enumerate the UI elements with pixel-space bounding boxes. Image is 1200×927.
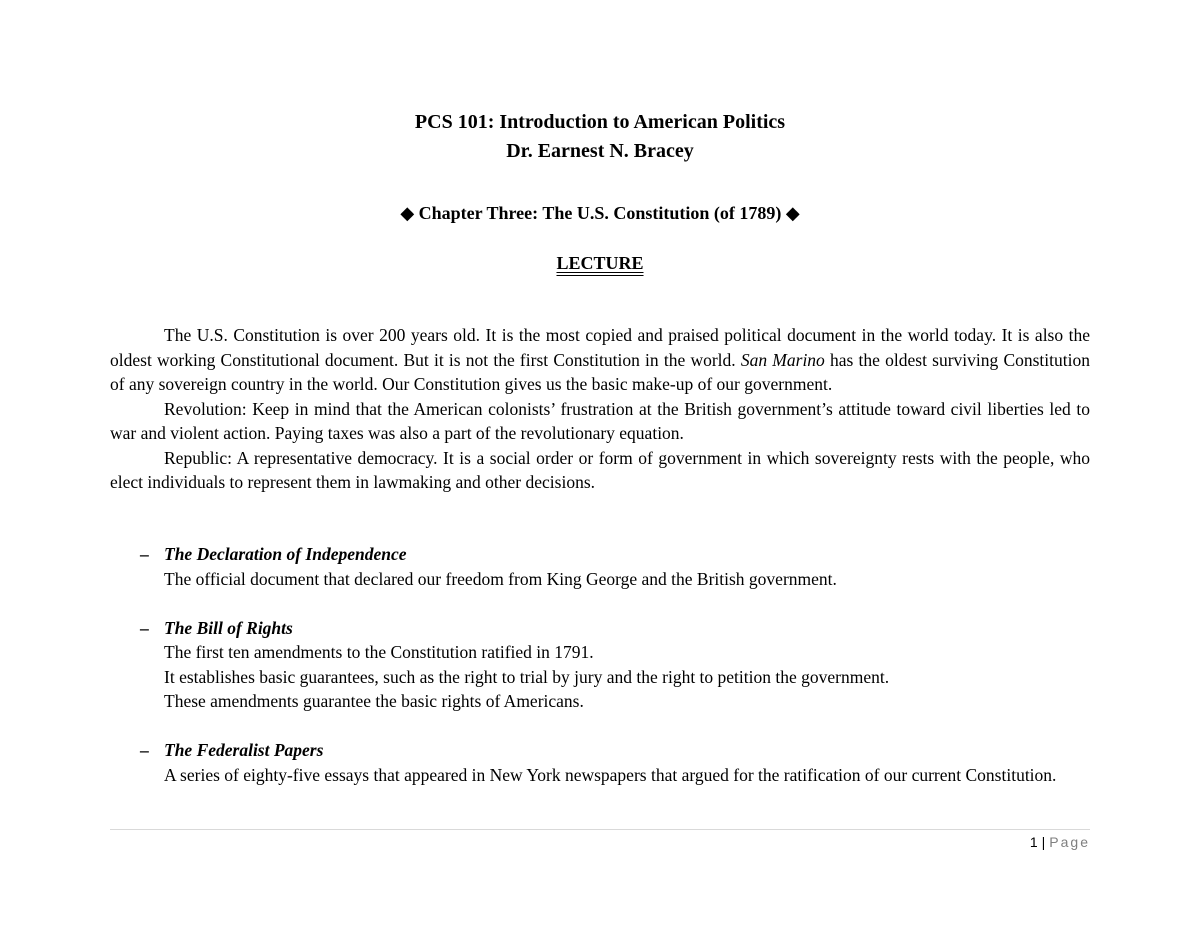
- section-line: It establishes basic guarantees, such as the right to trial by jury and the right to petition the government.: [164, 666, 890, 687]
- dash-bullet: –: [140, 544, 149, 564]
- section-line: These amendments guarantee the basic rights of Americans.: [164, 691, 584, 711]
- chapter-title: ◆ Chapter Three: The U.S. Constitution (of 1789) ◆: [400, 203, 800, 223]
- list-item: [110, 542, 1090, 591]
- instructor-name: Dr. Earnest N. Bracey: [506, 140, 694, 162]
- footer-divider: [110, 829, 1090, 830]
- document-header: [110, 108, 1090, 166]
- section-title: The Federalist Papers: [164, 740, 324, 760]
- section-line: The first ten amendments to the Constitution ratified in 1791.: [164, 642, 594, 662]
- page-label: Page: [1049, 834, 1090, 850]
- paragraph-text: has the oldest surviving Constitution of any sovereign country in the world. Our Constitution gives us the basic make-up of our government.: [110, 349, 1090, 394]
- dash-bullet: –: [140, 740, 149, 760]
- section-line: A series of eighty-five essays that appeared in New York newspapers that argued for the ratification of our current Constitution.: [164, 764, 1057, 785]
- section-line: The official document that declared our freedom from King George and the British government.: [164, 568, 837, 589]
- lecture-body: [110, 323, 1090, 495]
- list-item: [110, 616, 1090, 714]
- dash-bullet: –: [140, 617, 149, 638]
- section-title: The Bill of Rights: [164, 617, 293, 638]
- page-footer: [110, 834, 1090, 850]
- lecture-heading: LECTURE: [556, 253, 644, 273]
- paragraph-italic-term: San Marino: [740, 349, 825, 370]
- list-item: [110, 738, 1090, 787]
- footer-separator: |: [1041, 834, 1046, 850]
- paragraph-text: The U.S. Constitution is over 200 years old. It is the most copied and praised political document in the world today. It is also the oldest working Constitutional document. But it is not the first Constitution in the world.: [110, 325, 1090, 370]
- page-number: 1: [1029, 834, 1040, 850]
- key-documents-list: [110, 542, 1090, 812]
- section-title: The Declaration of Independence: [164, 544, 407, 564]
- paragraph-republic: Republic: A representative democracy. It is a social order or form of government in which sovereignty rests with the people, who elect individuals to represent them in lawmaking and other decisions.: [110, 447, 1090, 492]
- course-title: PCS 101: Introduction to American Politics: [414, 111, 786, 133]
- paragraph-constitution: [110, 323, 1090, 397]
- paragraph-revolution: Revolution: Keep in mind that the American colonists’ frustration at the British government’s attitude toward civil liberties led to war and violent action. Paying taxes was also a part of the revolutionary equation.: [110, 398, 1090, 443]
